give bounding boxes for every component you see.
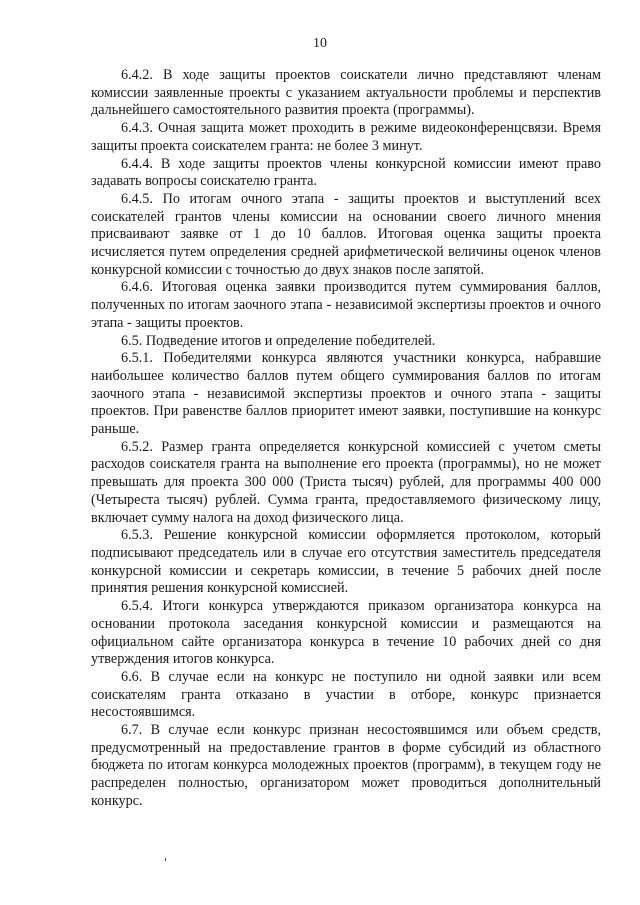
page-number: 10 xyxy=(313,36,327,51)
paragraph-6-5-2: 6.5.2. Размер гранта определяется конкурсной комиссией с учетом сметы расходов соискателя гранта на выполнение его проекта (программы), но не может превышать для проекта 300 000 (Триста тысяч) рублей, для программы 400 000 (Четыреста тысяч) рублей. Сумма гранта, предоставляемого физическому лицу, включает сумму налога на доход физического лица. xyxy=(91,438,601,526)
document-body xyxy=(91,67,601,811)
paragraph-6-7: 6.7. В случае если конкурс признан несостоявшимся или объем средств, предусмотренный на предоставление грантов в форме субсидий из областного бюджета по итогам конкурса молодежных проектов (программ), в текущем году не распределен полностью, организатором может проводиться дополнительный конкурс. xyxy=(91,722,601,809)
paragraph-6-6: 6.6. В случае если на конкурс не поступило ни одной заявки или всем соискателям гранта отказано в участии в отборе, конкурс признается несостоявшимся. xyxy=(91,668,601,721)
paragraph-6-5-1: 6.5.1. Победителями конкурса являются участники конкурса, набравшие наибольшее количество баллов путем общего суммирования баллов по итогам заочного этапа - независимой экспертизы проектов и очного этапа - защиты проектов. При равенстве баллов приоритет имеют заявки, поступившие на конкурс раньше. xyxy=(91,350,601,438)
paragraph-6-5-4: 6.5.4. Итоги конкурса утверждаются приказом организатора конкурса на основании протокола заседания конкурсной комиссии и размещаются на официальном сайте организатора конкурса в течение 10 рабочих дней со дня утверждения итогов конкурса. xyxy=(91,598,601,668)
paragraph-6-4-3: 6.4.3. Очная защита может проходить в режиме видеоконференцсвязи. Время защиты проекта соискателем гранта: не более 3 минут. xyxy=(91,120,601,154)
paragraph-6-4-2: 6.4.2. В ходе защиты проектов соискатели лично представляют членам комиссии заявленные проекты с указанием актуальности проблемы и перспектив дальнейшего самостоятельного развития проекта (программы). xyxy=(91,67,601,119)
paragraph-6-5-3: 6.5.3. Решение конкурсной комиссии оформляется протоколом, который подписывают председатель или в случае его отсутствия заместитель председателя конкурсной комиссии и секретарь комиссии, в течение 5 рабочих дней после принятия решения конкурсной комиссией. xyxy=(91,527,601,597)
paragraph-6-4-5: 6.4.5. По итогам очного этапа - защиты проектов и выступлений всех соискателей грантов члены комиссии на основании своего личного мнения присваивают заявке от 1 до 10 баллов. Итоговая оценка защиты проекта исчисляется путем определения средней арифметической величины оценок членов конкурсной комиссии с точностью до двух знаков после запятой. xyxy=(91,190,601,278)
paragraph-6-4-4: 6.4.4. В ходе защиты проектов члены конкурсной комиссии имеют право задавать вопросы соискателю гранта. xyxy=(91,155,601,190)
paragraph-6-4-6: 6.4.6. Итоговая оценка заявки производится путем суммирования баллов, полученных по итогам заочного этапа - независимой экспертизы проектов и очного этапа - защиты проектов. xyxy=(91,279,601,331)
scan-artifact xyxy=(165,858,166,861)
paragraph-6-5: 6.5. Подведение итогов и определение победителей. xyxy=(121,332,436,349)
